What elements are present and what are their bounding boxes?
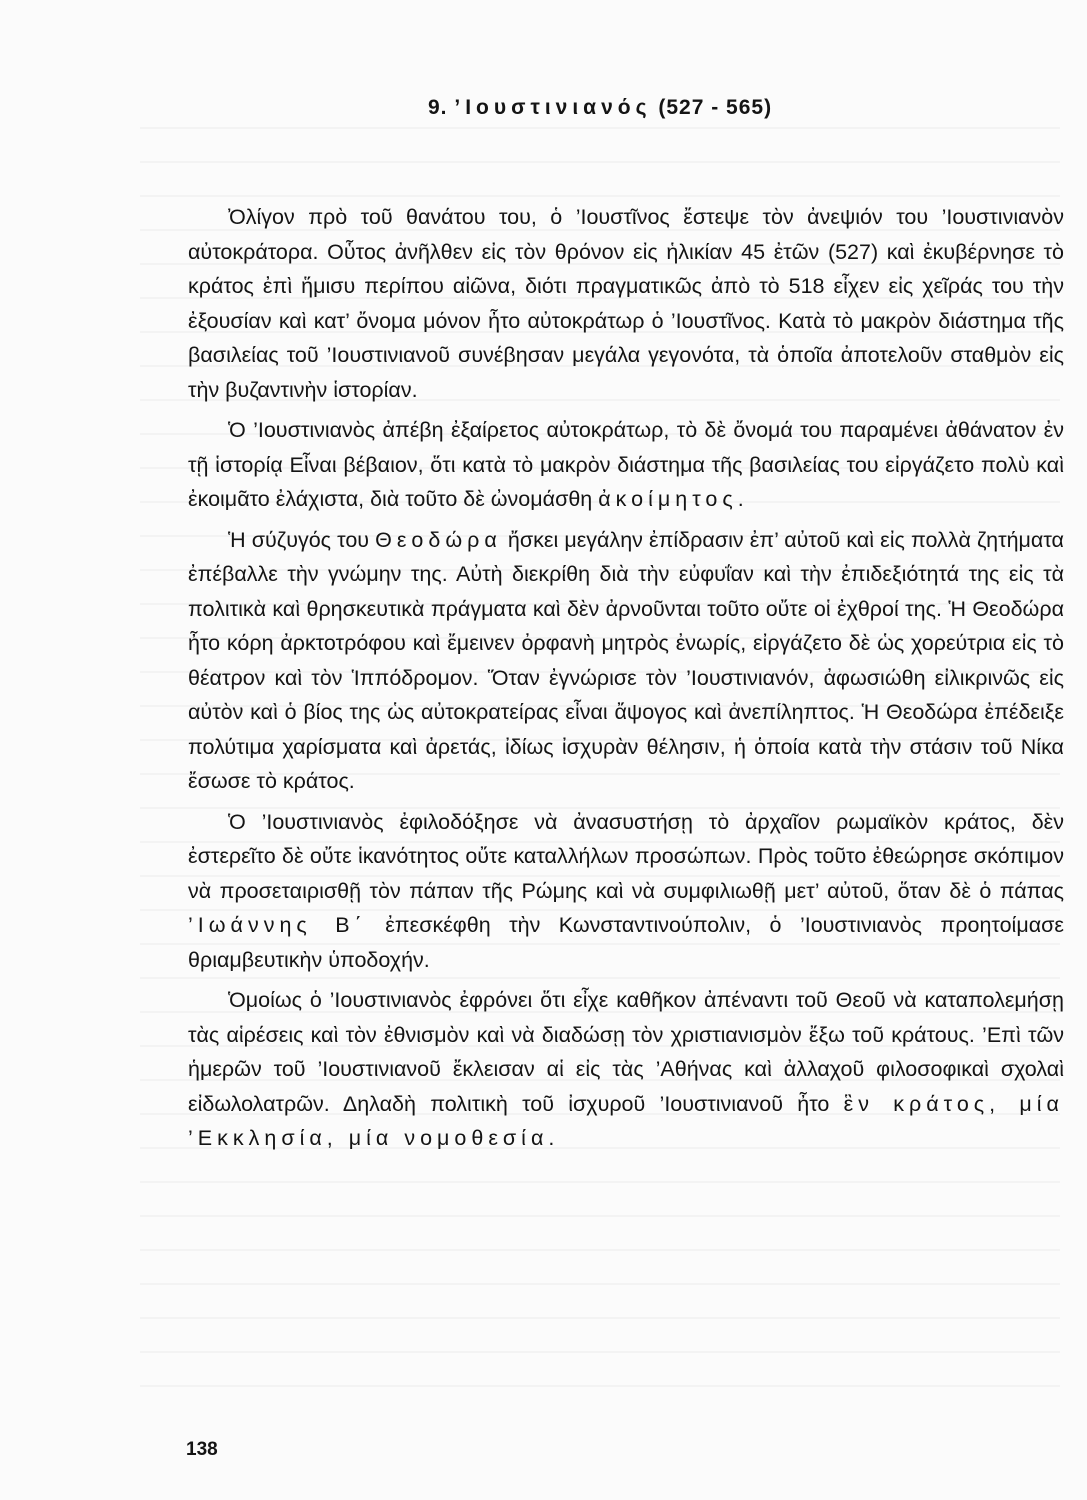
paragraph-text: Ὁ ’Ιουστινιανὸς ἐφιλοδόξησε νὰ ἀνασυστήσῃ τὸ ἀρχαῖον ρωμαϊκὸν κράτος, δὲν ἐστερεῖτο δὲ οὔτε ἱκανότητος οὔτε καταλλήλων προσώπων. Πρὸς τοῦτο ἐθεώρησε σκόπιμον νὰ προσεταιρισθῇ τὸν πάπαν τῆς Ρώμης καὶ νὰ συμφιλιωθῇ μετ’ αὐτοῦ, ὅταν δὲ ὁ πάπας	[188, 809, 1064, 903]
paragraph-text: .	[737, 487, 744, 511]
spaced-emphasis: Θεοδώρα	[375, 527, 502, 552]
page-number: 138	[186, 1439, 218, 1460]
paragraph-text: Ἡ σύζυγός του	[228, 527, 376, 552]
paragraph-2	[188, 413, 1064, 517]
chapter-years: (527 - 565)	[658, 96, 773, 119]
spaced-emphasis: ἓν κράτος, μία ’Εκκλησία, μία νομοθεσία	[188, 1091, 1064, 1150]
spaced-emphasis: ἀκοίμητος	[598, 487, 738, 511]
body-text	[188, 200, 1064, 1156]
paragraph-3	[188, 523, 1064, 799]
paragraph-1	[188, 200, 1064, 407]
paragraph-5	[188, 983, 1064, 1156]
chapter-title: ’Ιουστινιανός	[454, 96, 652, 119]
paragraph-text: Ὀλίγον πρὸ τοῦ θανάτου του, ὁ ’Ιουστῖνος ἔστεψε τὸν ἀνεψιόν του ’Ιουστινιανὸν αὐτοκράτορα. Οὗτος ἀνῆλθεν εἰς τὸν θρόνον εἰς ἡλικίαν 45 ἐτῶν (527) καὶ ἐκυβέρνησε τὸ κράτος ἐπὶ ἥμισυ περίπου αἰῶνα, διότι πραγματικῶς ἀπὸ τὸ 518 εἶχεν εἰς χεῖράς του τὴν ἐξουσίαν καὶ κατ’ ὄνομα μόνον ἦτο αὐτοκράτωρ ὁ ’Ιουστῖνος. Κατὰ τὸ μακρὸν διάστημα τῆς βασιλείας τοῦ ’Ιουστινιανοῦ συνέβησαν μεγάλα γεγονότα, τὰ ὁποῖα ἀποτελοῦν σταθμὸν εἰς τὴν βυζαντινὴν ἱστορίαν.	[188, 205, 1064, 402]
paragraph-text: Ὁ ’Ιουστινιανὸς ἀπέβη ἐξαίρετος αὐτοκράτωρ, τὸ δὲ ὄνομά του παραμένει ἀθάνατον ἐν τῇ ἱστορίᾳ Εἶναι βέβαιον, ὅτι κατὰ τὸ μακρὸν διάστημα τῆς βασιλείας του εἰργάζετο πολὺ καὶ ἐκοιμᾶτο ἐλάχιστα, διὰ τοῦτο δὲ ὠνομάσθη	[188, 418, 1064, 511]
paragraph-4	[188, 805, 1064, 978]
paragraph-text: ἐπεσκέφθη τὴν Κωνσταντινούπολιν, ὁ ’Ιουστινιανὸς προητοίμασε θριαμβευτικὴν ὑποδοχήν.	[188, 913, 1064, 972]
chapter-number: 9.	[428, 96, 448, 119]
paragraph-text: ἤσκει μεγάλην ἐπίδρασιν ἐπ’ αὐτοῦ καὶ εἰς πολλὰ ζητήματα ἐπέβαλλε τὴν γνώμην της. Αὐτὴ διεκρίθη διὰ τὴν εὐφυΐαν καὶ τὴν ἐπιδεξιότητά της εἰς τὰ πολιτικὰ καὶ θρησκευτικὰ πράγματα καὶ δὲν ἀρνοῦνται τοῦτο οὔτε οἱ ἐχθροί της. Ἡ Θεοδώρα ἦτο κόρη ἀρκτοτρόφου καὶ ἔμεινεν ὀρφανὴ μητρὸς ἐνωρίς, εἰργάζετο δὲ ὡς χορεύτρια εἰς τὸ θέατρον καὶ τὸν Ἱππόδρομον. Ὅταν ἐγνώρισε τὸν ’Ιουστινιανόν, ἀφωσιώθη εἰλικρινῶς εἰς αὐτὸν καὶ ὁ βίος της ὡς αὐτοκρατείρας εἶναι ἄψογος καὶ ἀνεπίληπτος. Ἡ Θεοδώρα ἐπέδειξε πολύτιμα χαρίσματα καὶ ἀρετάς, ἰδίως ἰσχυρὰν θέλησιν, ἡ ὁποία κατὰ τὴν στάσιν τοῦ Νίκα ἔσωσε τὸ κράτος.	[188, 527, 1064, 793]
spaced-emphasis: ’Ιωάννης Β΄	[188, 913, 367, 937]
paragraph-text: .	[548, 1126, 555, 1150]
chapter-heading	[428, 96, 772, 120]
paragraph-text: Ὁμοίως ὁ ’Ιουστινιανὸς ἐφρόνει ὅτι εἶχε καθῆκον ἀπέναντι τοῦ Θεοῦ νὰ καταπολεμήσῃ τὰς αἱρέσεις καὶ τὸν ἐθνισμὸν καὶ νὰ διαδώσῃ τὸν χριστιανισμὸν ἔξω τοῦ κράτους. ’Επὶ τῶν ἡμερῶν τοῦ ’Ιουστινιανοῦ ἔκλεισαν αἱ εἰς τὰς ’Αθήνας καὶ ἀλλαχοῦ φιλοσοφικαὶ σχολαὶ εἰδωλολατρῶν. Δηλαδὴ πολιτικὴ τοῦ ἰσχυροῦ ’Ιουστινιανοῦ ἦτο	[188, 988, 1064, 1116]
